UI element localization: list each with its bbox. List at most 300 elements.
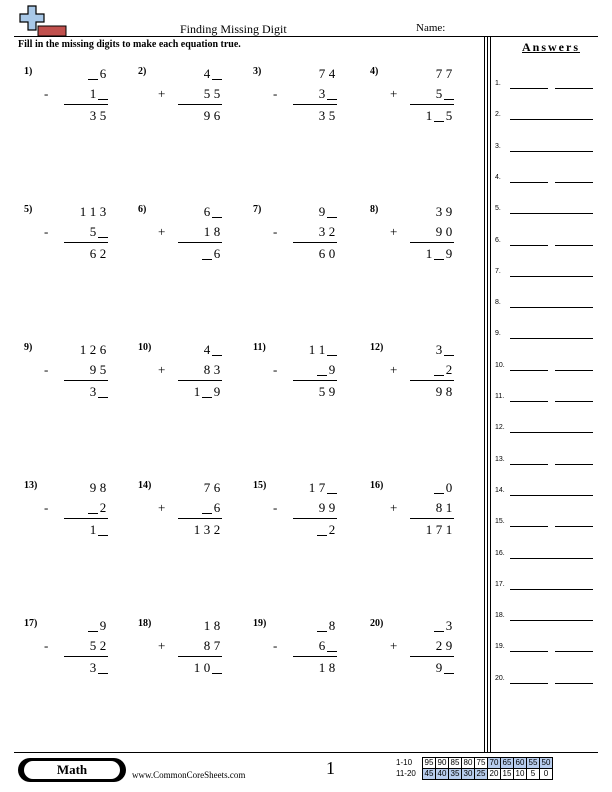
problem-row1	[390, 204, 454, 220]
operator	[44, 204, 66, 220]
digit: 6	[213, 246, 221, 261]
digit: 9	[328, 362, 336, 377]
digit: 2	[435, 638, 443, 653]
sum-bar	[64, 104, 108, 105]
answer-blank[interactable]	[510, 620, 593, 621]
problem-6	[138, 204, 228, 274]
digit: 1	[79, 342, 87, 357]
digit: 1	[425, 522, 433, 537]
digit: 7	[445, 66, 453, 81]
operator	[44, 108, 66, 124]
missing-digit-blank[interactable]	[212, 204, 222, 218]
answer-line-2[interactable]	[495, 109, 595, 121]
answer-blank[interactable]	[510, 88, 548, 89]
answer-blank[interactable]	[555, 182, 593, 183]
missing-digit-blank[interactable]	[317, 522, 327, 536]
answer-blank[interactable]	[510, 370, 548, 371]
digit: 2	[99, 500, 107, 515]
problem-number: 15)	[253, 480, 267, 491]
problem-row1	[390, 66, 454, 82]
problem-row2	[273, 500, 337, 516]
score-row	[396, 758, 553, 769]
operator	[44, 660, 66, 676]
problem-3	[253, 66, 343, 136]
digit: 8	[435, 500, 443, 515]
problem-row3	[390, 660, 454, 676]
digit: 1	[89, 522, 97, 537]
operator	[44, 342, 66, 358]
digit: 0	[328, 246, 336, 261]
digit: 1	[193, 384, 201, 399]
operator: +	[390, 86, 398, 101]
score-cell: 5	[527, 769, 540, 780]
missing-digit-blank[interactable]	[327, 480, 337, 494]
digit: 7	[213, 638, 221, 653]
score-cell: 40	[436, 769, 449, 780]
problem-row2	[273, 86, 337, 102]
digit: 8	[99, 480, 107, 495]
answer-line-18[interactable]	[495, 610, 595, 622]
missing-digit-blank[interactable]	[88, 66, 98, 80]
missing-digit-blank[interactable]	[98, 224, 108, 238]
operator	[390, 384, 412, 400]
digit: 5	[318, 384, 326, 399]
problem-number: 8)	[370, 204, 379, 215]
score-row-label: 11-20	[396, 769, 416, 778]
digit: 2	[445, 362, 453, 377]
answer-blank[interactable]	[555, 526, 593, 527]
operator: -	[44, 362, 49, 377]
answer-blank[interactable]	[510, 213, 593, 214]
answer-line-17[interactable]	[495, 579, 595, 591]
sum-bar	[293, 380, 337, 381]
operator	[390, 66, 412, 82]
footer-divider	[14, 752, 598, 753]
problem-row1	[273, 480, 337, 496]
answer-number: 1.	[495, 80, 501, 87]
digit: 1	[89, 204, 97, 219]
operator: -	[44, 224, 49, 239]
answer-blank[interactable]	[510, 432, 593, 433]
answer-blank[interactable]	[555, 370, 593, 371]
digit: 9	[445, 204, 453, 219]
problem-14	[138, 480, 228, 550]
digit: 9	[99, 618, 107, 633]
digit: 6	[318, 638, 326, 653]
missing-digit-blank[interactable]	[327, 638, 337, 652]
problem-row3	[273, 522, 337, 538]
missing-digit-blank[interactable]	[98, 522, 108, 536]
digit: 7	[203, 480, 211, 495]
missing-digit-blank[interactable]	[212, 660, 222, 674]
score-row-label: 1-10	[396, 758, 413, 767]
digit: 1	[89, 86, 97, 101]
answer-number: 9.	[495, 330, 501, 338]
missing-digit-blank[interactable]	[444, 660, 454, 674]
operator: -	[44, 638, 49, 653]
answer-blank[interactable]	[510, 182, 548, 183]
digit: 8	[328, 618, 336, 633]
problem-row3	[158, 522, 222, 538]
operator: +	[158, 638, 166, 653]
answer-number: 18.	[495, 612, 505, 620]
problem-4	[370, 66, 460, 136]
digit: 3	[435, 342, 443, 357]
operator: +	[390, 224, 398, 239]
answer-blank[interactable]	[555, 401, 593, 402]
missing-digit-blank[interactable]	[434, 246, 444, 260]
operator	[158, 204, 180, 220]
answers-title: Answers	[522, 40, 580, 54]
answer-blank[interactable]	[510, 589, 593, 590]
sum-bar	[410, 104, 454, 105]
problem-number: 18)	[138, 618, 152, 629]
answer-line-3[interactable]	[495, 141, 595, 153]
operator	[273, 660, 295, 676]
problem-number: 16)	[370, 480, 384, 491]
answer-number: 6.	[495, 236, 501, 244]
missing-digit-blank[interactable]	[327, 86, 337, 100]
answer-line-7[interactable]	[495, 266, 595, 278]
missing-digit-blank[interactable]	[88, 618, 98, 632]
operator: -	[44, 86, 49, 101]
problem-19	[253, 618, 343, 688]
problem-9	[24, 342, 114, 412]
answer-line-12[interactable]	[495, 422, 595, 434]
operator	[273, 480, 295, 496]
answer-blank[interactable]	[510, 151, 593, 152]
digit: 1	[445, 500, 453, 515]
digit: 9	[203, 108, 211, 123]
missing-digit-blank[interactable]	[444, 342, 454, 356]
digit: 9	[445, 638, 453, 653]
digit: 9	[318, 204, 326, 219]
answer-number: 8.	[495, 299, 501, 307]
answer-number: 14.	[495, 486, 505, 494]
answer-line-19[interactable]	[495, 641, 595, 653]
answer-blank[interactable]	[510, 651, 548, 652]
digit: 0	[203, 660, 211, 675]
sum-bar	[178, 380, 222, 381]
problem-row3	[390, 108, 454, 124]
score-cell: 70	[488, 758, 501, 769]
digit: 5	[89, 638, 97, 653]
digit: 5	[99, 108, 107, 123]
operator	[158, 660, 180, 676]
digit: 0	[445, 224, 453, 239]
sum-bar	[293, 104, 337, 105]
digit: 1	[79, 204, 87, 219]
digit: 6	[99, 342, 107, 357]
sum-bar	[293, 656, 337, 657]
problem-row2	[158, 500, 222, 516]
answer-line-1[interactable]	[495, 78, 595, 90]
operator	[44, 522, 66, 538]
digit: 3	[318, 86, 326, 101]
problem-row3	[390, 522, 454, 538]
problem-row2	[273, 638, 337, 654]
problem-row3	[273, 108, 337, 124]
sum-bar	[178, 656, 222, 657]
answer-blank[interactable]	[555, 88, 593, 89]
sum-bar	[293, 518, 337, 519]
digit: 9	[213, 384, 221, 399]
digit: 7	[318, 66, 326, 81]
operator	[158, 342, 180, 358]
answer-line-9[interactable]	[495, 328, 595, 340]
digit: 5	[213, 86, 221, 101]
digit: 3	[213, 362, 221, 377]
score-cell: 45	[423, 769, 436, 780]
problem-8	[370, 204, 460, 274]
website-link: www.CommonCoreSheets.com	[132, 770, 246, 780]
missing-digit-blank[interactable]	[202, 246, 212, 260]
answer-blank[interactable]	[510, 276, 593, 277]
problem-number: 10)	[138, 342, 152, 353]
answer-number: 7.	[495, 267, 501, 275]
missing-digit-blank[interactable]	[212, 66, 222, 80]
operator	[158, 108, 180, 124]
operator: +	[158, 500, 166, 515]
digit: 5	[89, 224, 97, 239]
digit: 9	[89, 362, 97, 377]
answer-blank[interactable]	[510, 558, 593, 559]
operator	[390, 480, 412, 496]
digit: 1	[425, 108, 433, 123]
problem-row1	[158, 204, 222, 220]
answer-blank[interactable]	[510, 119, 593, 120]
instructions: Fill in the missing digits to make each equation true.	[18, 39, 241, 50]
sum-bar	[410, 656, 454, 657]
score-cell: 25	[475, 769, 488, 780]
digit: 6	[89, 246, 97, 261]
problem-row3	[44, 522, 108, 538]
digit: 2	[328, 522, 336, 537]
problem-row3	[273, 246, 337, 262]
problem-row3	[44, 384, 108, 400]
missing-digit-blank[interactable]	[317, 362, 327, 376]
digit: 4	[203, 342, 211, 357]
problem-12	[370, 342, 460, 412]
problem-15	[253, 480, 343, 550]
score-cell: 85	[449, 758, 462, 769]
problem-13	[24, 480, 114, 550]
missing-digit-blank[interactable]	[434, 362, 444, 376]
score-cell: 55	[527, 758, 540, 769]
missing-digit-blank[interactable]	[202, 500, 212, 514]
operator: -	[44, 500, 49, 515]
answer-blank[interactable]	[510, 526, 548, 527]
answer-line-11[interactable]	[495, 391, 595, 403]
problem-7	[253, 204, 343, 274]
missing-digit-blank[interactable]	[327, 342, 337, 356]
problem-11	[253, 342, 343, 412]
answer-blank[interactable]	[510, 245, 548, 246]
problem-18	[138, 618, 228, 688]
problem-row3	[158, 246, 222, 262]
missing-digit-blank[interactable]	[202, 384, 212, 398]
digit: 6	[99, 66, 107, 81]
digit: 9	[328, 500, 336, 515]
answer-number: 4.	[495, 173, 501, 181]
digit: 3	[203, 522, 211, 537]
digit: 1	[203, 224, 211, 239]
answer-number: 5.	[495, 205, 501, 213]
answer-blank[interactable]	[510, 338, 593, 339]
digit: 1	[308, 342, 316, 357]
problem-row2	[158, 86, 222, 102]
digit: 8	[445, 384, 453, 399]
problem-row2	[158, 224, 222, 240]
operator	[390, 108, 412, 124]
operator	[158, 480, 180, 496]
answer-line-13[interactable]	[495, 454, 595, 466]
digit: 8	[203, 362, 211, 377]
answer-blank[interactable]	[510, 495, 593, 496]
column-divider-2	[487, 37, 488, 752]
operator	[273, 384, 295, 400]
problem-10	[138, 342, 228, 412]
digit: 4	[203, 66, 211, 81]
missing-digit-blank[interactable]	[317, 618, 327, 632]
digit: 8	[213, 618, 221, 633]
missing-digit-blank[interactable]	[98, 660, 108, 674]
operator: -	[273, 224, 278, 239]
problem-row1	[273, 618, 337, 634]
score-cell: 30	[462, 769, 475, 780]
missing-digit-blank[interactable]	[434, 480, 444, 494]
column-divider-1	[484, 37, 485, 752]
answer-line-4[interactable]	[495, 172, 595, 184]
operator: +	[158, 86, 166, 101]
operator	[273, 246, 295, 262]
operator: +	[390, 362, 398, 377]
answer-line-14[interactable]	[495, 485, 595, 497]
operator	[390, 342, 412, 358]
digit: 1	[193, 660, 201, 675]
answer-blank[interactable]	[555, 245, 593, 246]
score-cell: 0	[540, 769, 553, 780]
answer-number: 12.	[495, 424, 505, 432]
problem-row1	[390, 342, 454, 358]
operator: -	[273, 638, 278, 653]
answer-blank[interactable]	[555, 464, 593, 465]
missing-digit-blank[interactable]	[212, 342, 222, 356]
digit: 4	[328, 66, 336, 81]
problem-number: 13)	[24, 480, 38, 491]
operator	[44, 618, 66, 634]
missing-digit-blank[interactable]	[434, 108, 444, 122]
answer-line-8[interactable]	[495, 297, 595, 309]
problem-row2	[158, 638, 222, 654]
digit: 7	[318, 480, 326, 495]
worksheet-title: Finding Missing Digit	[180, 22, 287, 36]
problem-row2	[44, 86, 108, 102]
digit: 2	[213, 522, 221, 537]
problem-20	[370, 618, 460, 688]
problem-number: 3)	[253, 66, 262, 77]
answer-blank[interactable]	[510, 401, 548, 402]
sum-bar	[293, 242, 337, 243]
answer-blank[interactable]	[555, 683, 593, 684]
problem-17	[24, 618, 114, 688]
column-divider-3	[490, 37, 491, 752]
operator	[273, 66, 295, 82]
answer-blank[interactable]	[510, 683, 548, 684]
missing-digit-blank[interactable]	[88, 500, 98, 514]
operator	[390, 660, 412, 676]
operator	[390, 618, 412, 634]
problem-row2	[390, 638, 454, 654]
digit: 8	[213, 224, 221, 239]
answer-line-6[interactable]	[495, 235, 595, 247]
digit: 1	[318, 342, 326, 357]
answer-blank[interactable]	[510, 464, 548, 465]
answer-line-20[interactable]	[495, 673, 595, 685]
problem-row1	[158, 66, 222, 82]
missing-digit-blank[interactable]	[434, 618, 444, 632]
digit: 7	[435, 66, 443, 81]
problem-row1	[44, 204, 108, 220]
answer-line-10[interactable]	[495, 360, 595, 372]
score-cell: 95	[423, 758, 436, 769]
operator	[158, 66, 180, 82]
answer-line-5[interactable]	[495, 203, 595, 215]
operator: -	[273, 362, 278, 377]
answer-blank[interactable]	[555, 651, 593, 652]
answer-blank[interactable]	[510, 307, 593, 308]
sum-bar	[64, 380, 108, 381]
math-plus-logo-icon	[18, 4, 68, 38]
problem-row2	[273, 224, 337, 240]
operator	[158, 384, 180, 400]
digit: 1	[425, 246, 433, 261]
digit: 5	[445, 108, 453, 123]
answer-line-16[interactable]	[495, 548, 595, 560]
operator	[390, 522, 412, 538]
missing-digit-blank[interactable]	[444, 86, 454, 100]
problem-row1	[44, 342, 108, 358]
problem-number: 4)	[370, 66, 379, 77]
score-cell: 65	[501, 758, 514, 769]
digit: 9	[435, 224, 443, 239]
problem-number: 11)	[253, 342, 266, 353]
problem-row3	[44, 108, 108, 124]
digit: 3	[89, 660, 97, 675]
answer-line-15[interactable]	[495, 516, 595, 528]
missing-digit-blank[interactable]	[98, 86, 108, 100]
operator: -	[273, 86, 278, 101]
problem-row2	[44, 362, 108, 378]
operator	[44, 480, 66, 496]
problem-row1	[44, 66, 108, 82]
problem-row2	[44, 500, 108, 516]
digit: 2	[99, 638, 107, 653]
digit: 1	[308, 480, 316, 495]
problem-row1	[158, 480, 222, 496]
score-cell: 75	[475, 758, 488, 769]
digit: 3	[445, 618, 453, 633]
digit: 9	[318, 500, 326, 515]
missing-digit-blank[interactable]	[98, 384, 108, 398]
missing-digit-blank[interactable]	[327, 204, 337, 218]
sum-bar	[410, 518, 454, 519]
digit: 8	[328, 660, 336, 675]
digit: 5	[435, 86, 443, 101]
answer-number: 16.	[495, 549, 505, 557]
name-label: Name:	[416, 22, 446, 34]
problem-row3	[273, 660, 337, 676]
